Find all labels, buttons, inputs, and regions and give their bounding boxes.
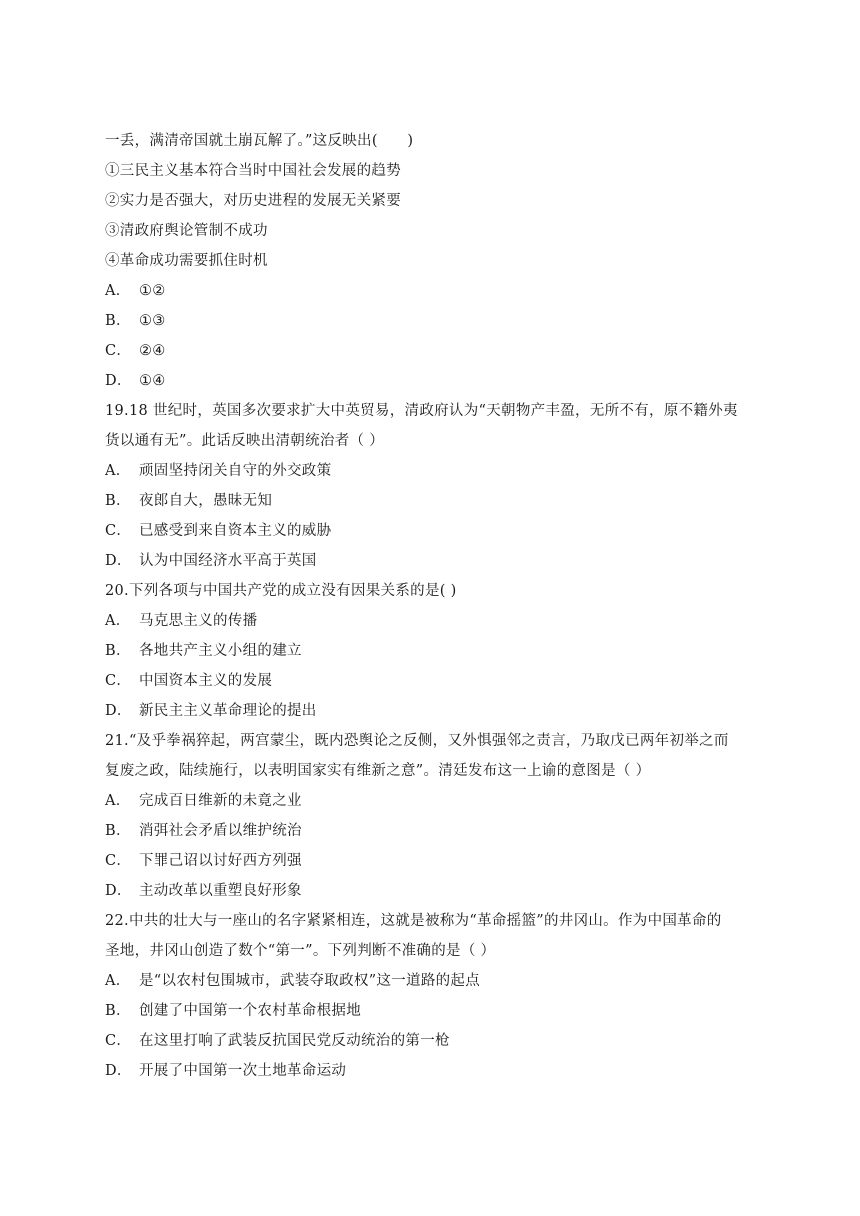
option-text: ②④	[139, 343, 166, 359]
q18-option-a	[105, 276, 765, 306]
option-text: 主动改革以重塑良好形象	[139, 883, 302, 899]
option-letter: D．	[105, 553, 132, 569]
option-text: ①③	[139, 313, 166, 329]
option-text: ①④	[139, 373, 166, 389]
option-text: 下罪己诏以讨好西方列强	[139, 853, 302, 869]
option-letter: B．	[105, 1003, 131, 1019]
option-letter: B．	[105, 313, 131, 329]
q21-option-c	[105, 846, 765, 876]
q18-stem-continuation: 一丢，满清帝国就土崩瓦解了。”这反映出( )	[105, 133, 414, 149]
q22-option-a	[105, 966, 765, 996]
option-letter: C．	[105, 343, 132, 359]
option-letter: D．	[105, 373, 132, 389]
option-letter: C．	[105, 523, 132, 539]
option-letter: A．	[105, 463, 131, 479]
option-text: 认为中国经济水平高于英国	[139, 553, 317, 569]
q19-stem-line-2: 货以通有无”。此话反映出清朝统治者（ ）	[105, 433, 385, 449]
q21-option-a	[105, 786, 765, 816]
option-text: 中国资本主义的发展	[139, 673, 273, 689]
option-letter: A．	[105, 973, 131, 989]
q20-option-c	[105, 666, 765, 696]
option-text: 各地共产主义小组的建立	[139, 643, 302, 659]
option-text: 夜郎自大，愚昧无知	[139, 493, 273, 509]
q19-option-d	[105, 546, 765, 576]
option-letter: A．	[105, 283, 131, 299]
option-text: 新民主主义革命理论的提出	[139, 703, 317, 719]
q18-option-c	[105, 336, 765, 366]
q18-option-b	[105, 306, 765, 336]
option-text: 创建了中国第一个农村革命根据地	[139, 1003, 361, 1019]
q22-option-c	[105, 1026, 765, 1056]
option-text: ①②	[139, 283, 166, 299]
option-text: 已感受到来自资本主义的威胁	[139, 523, 332, 539]
q19-stem-line-1: 19.18 世纪时，英国多次要求扩大中英贸易，清政府认为“天朝物产丰盈，无所不有，原不籍外夷	[105, 403, 738, 419]
q18-statement-2: ②实力是否强大，对历史进程的发展无关紧要	[105, 193, 401, 209]
q21-stem-line-1: 21.“及乎拳祸猝起，两宫蒙尘，既内恐舆论之反侧，又外惧强邻之责言，乃取戊已两年初举之而	[105, 733, 729, 749]
option-letter: C．	[105, 853, 132, 869]
q20-option-b	[105, 636, 765, 666]
q20-option-d	[105, 696, 765, 726]
option-text: 顽固坚持闭关自守的外交政策	[139, 463, 332, 479]
option-letter: B．	[105, 493, 131, 509]
option-text: 是“以农村包围城市，武装夺取政权”这一道路的起点	[139, 973, 481, 989]
option-letter: D．	[105, 883, 132, 899]
question-list	[105, 126, 765, 1086]
option-letter: A．	[105, 793, 131, 809]
q20-stem-line-1: 20.下列各项与中国共产党的成立没有因果关系的是( )	[105, 583, 457, 599]
q18-statement-3: ③清政府舆论管制不成功	[105, 223, 268, 239]
q18-statement-1: ①三民主义基本符合当时中国社会发展的趋势	[105, 163, 401, 179]
option-text: 在这里打响了武装反抗国民党反动统治的第一枪	[139, 1033, 450, 1049]
q22-option-d	[105, 1056, 765, 1086]
q18-statement-4: ④革命成功需要抓住时机	[105, 253, 268, 269]
option-text: 开展了中国第一次土地革命运动	[139, 1063, 347, 1079]
option-letter: A．	[105, 613, 131, 629]
q19-option-a	[105, 456, 765, 486]
option-letter: C．	[105, 1033, 132, 1049]
q19-option-c	[105, 516, 765, 546]
option-letter: B．	[105, 823, 131, 839]
option-letter: D．	[105, 703, 132, 719]
q21-option-d	[105, 876, 765, 906]
q18-option-d	[105, 366, 765, 396]
option-letter: B．	[105, 643, 131, 659]
option-text: 马克思主义的传播	[139, 613, 258, 629]
q22-stem-line-2: 圣地，井冈山创造了数个“第一”。下列判断不准确的是（ ）	[105, 943, 496, 959]
option-letter: C．	[105, 673, 132, 689]
q19-option-b	[105, 486, 765, 516]
q22-option-b	[105, 996, 765, 1026]
q21-stem-line-2: 复废之政，陆续施行，以表明国家实有维新之意”。清廷发布这一上谕的意图是（ ）	[105, 763, 651, 779]
option-letter: D．	[105, 1063, 132, 1079]
option-text: 完成百日维新的未竟之业	[139, 793, 302, 809]
option-text: 消弭社会矛盾以维护统治	[139, 823, 302, 839]
q20-option-a	[105, 606, 765, 636]
q21-option-b	[105, 816, 765, 846]
q22-stem-line-1: 22.中共的壮大与一座山的名字紧紧相连，这就是被称为“革命摇篮”的井冈山。作为中国革命的	[105, 913, 722, 929]
